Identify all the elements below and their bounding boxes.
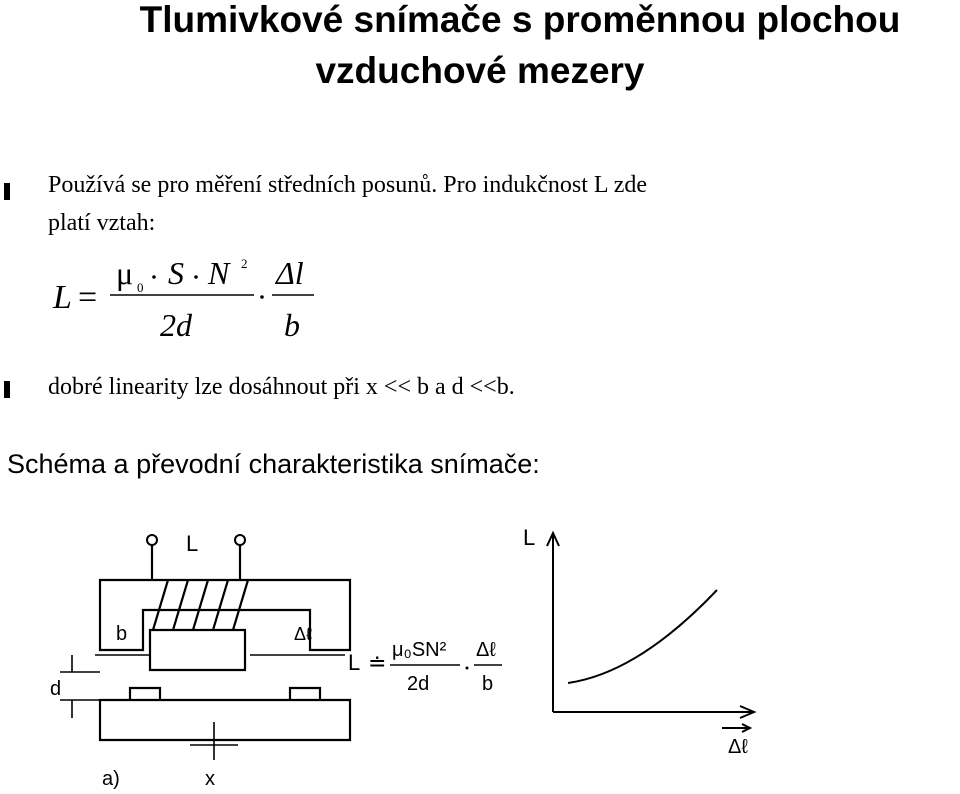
lower-core [100,688,350,740]
center-pole [150,630,245,670]
diagram-formula-dl: Δℓ [476,639,496,661]
label-L-top: L [186,531,199,556]
coil-windings [153,580,248,630]
formula-N: N [208,255,230,291]
formula-S: S [168,255,184,291]
formula-N-exponent: 2 [241,256,248,271]
bullet-2-line-1: dobré linearity lze dosáhnout při x << b a d <<b. [48,374,515,400]
bullet-marker-2 [4,381,10,398]
formula-lhs: L [53,279,72,316]
section-heading: Schéma a převodní charakteristika snímače: [7,449,540,479]
diagram-formula-L: L [348,650,361,675]
label-x: x [205,768,215,790]
diagram-formula-denominator: 2d [407,673,430,695]
title-line-2: vzduchové mezery [315,50,645,91]
inductance-formula [40,244,340,354]
graph-x-label: Δℓ [728,736,748,758]
diagram-formula-eq: ≐ [368,650,387,675]
sensor-schematic [0,500,960,794]
label-delta-l-left: Δℓ [294,624,312,644]
bullet-1-line-1: Používá se pro měření středních posunů. Pro indukčnost L zde [48,172,647,198]
bullet-marker-1 [4,183,10,200]
terminal-1 [147,535,157,545]
formula-dot-1 [152,275,156,279]
title-line-1: Tlumivkové snímače s proměnnou plochou [139,0,901,40]
label-d: d [50,678,62,700]
formula-dot-2 [194,275,198,279]
formula-delta-l: Δl [276,255,304,291]
formula-mu: μ [116,255,134,291]
diagram-formula-b: b [482,673,494,695]
formula-dot-3 [260,295,264,299]
formula-b: b [284,307,300,343]
diagram-formula-dot [466,667,469,670]
diagram-formula-numerator: μ₀SN² [392,639,447,661]
graph-y-label: L [523,525,536,550]
formula-denominator-2d: 2d [160,307,192,343]
label-b: b [116,623,128,645]
transfer-characteristic-curve [568,590,717,683]
terminal-2 [235,535,245,545]
label-a: a) [102,768,120,790]
formula-mu-subscript: 0 [137,280,144,295]
bullet-1-line-2: platí vztah: [48,210,156,236]
formula-equals: = [78,279,98,316]
